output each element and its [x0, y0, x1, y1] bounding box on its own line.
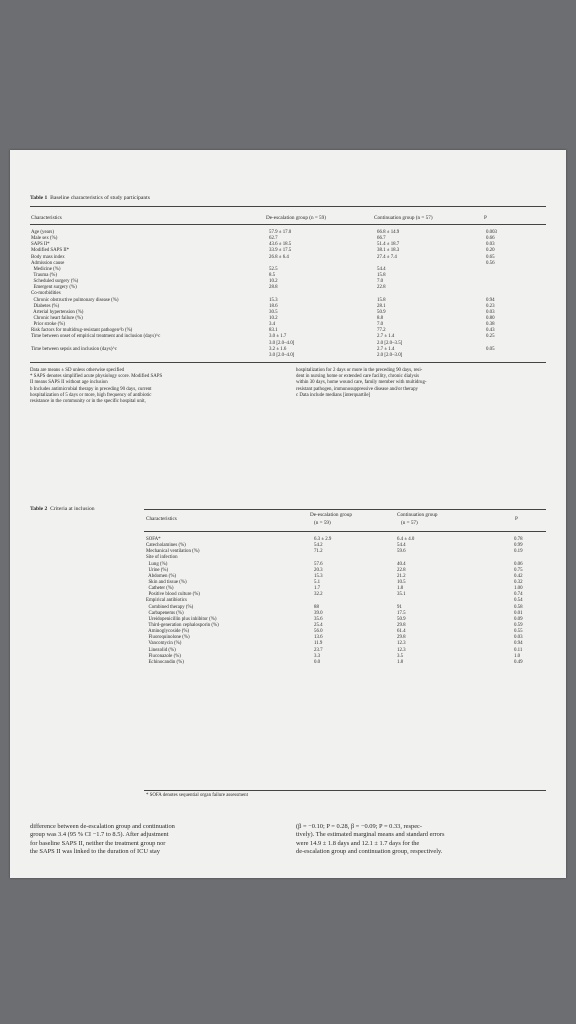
table2-cell: 0.06 — [514, 561, 523, 567]
table1-cell: 0.43 — [486, 328, 495, 334]
table1-cell: 2.0 [2.0–3.5] — [377, 340, 403, 346]
table1-cell: 18.6 — [269, 303, 278, 309]
table1-cell: 0.25 — [486, 334, 495, 340]
table1-body — [31, 230, 546, 359]
table2-cell: 3.5 — [397, 653, 404, 659]
table1-cell: 0.23 — [486, 303, 495, 309]
table1-header-p: P — [484, 215, 487, 221]
table2-cell: 29.8 — [397, 622, 406, 628]
table2-cell: 35.1 — [397, 592, 406, 598]
table2-cell: 0.11 — [514, 647, 523, 653]
table2-cell: 10.5 — [397, 579, 406, 585]
table2-cell: Vancomycin (%) — [146, 641, 182, 647]
table1-footnote-line: resistance in the community or in the specific hospital unit, — [30, 399, 146, 405]
table1-cell: Admission cause — [31, 260, 65, 266]
table1-cell: 83.1 — [269, 328, 278, 334]
table2-cell: 0.49 — [514, 659, 523, 665]
table1-cell: 15.3 — [269, 297, 278, 303]
table1-cell: 26.8 ± 6.4 — [269, 254, 289, 260]
table2-header-rule — [144, 531, 546, 532]
table2-cell: 0.74 — [514, 592, 523, 598]
body-text-line: de-escalation group and continuation group, respectively. — [296, 847, 443, 855]
table2-cell: 32.2 — [314, 592, 323, 598]
table2-cell: Abdomen (%) — [146, 573, 177, 579]
table1-cell: Arterial hypertension (%) — [31, 309, 84, 315]
table2-footnote: * SOFA denotes sequential organ failure assessment — [146, 793, 248, 798]
table2-cell: Third-generation cephalosporin (%) — [146, 622, 219, 628]
table2-header-continuation: Continuation group — [397, 512, 438, 518]
table2-cell: 11.9 — [314, 641, 323, 647]
table2-cell: 0.01 — [514, 610, 523, 616]
table2-cell: 0.03 — [514, 635, 523, 641]
table1-cell: 0.38 — [486, 322, 495, 328]
table1-cell: 7.0 — [377, 279, 384, 285]
table1-cell: 54.4 — [377, 266, 386, 272]
table2-header-p: P — [515, 516, 518, 522]
table1-footnote-right — [296, 368, 427, 399]
table2-cell: 1.7 — [314, 586, 321, 592]
table2-cell: 91 — [397, 604, 402, 610]
table1-cell: 51.4 ± 18.7 — [377, 242, 400, 248]
table2-cell: 15.3 — [314, 573, 323, 579]
table2-cell: Echinocandin (%) — [146, 659, 184, 665]
table1-cell: Prior stroke (%) — [31, 322, 65, 328]
table2-cell: 22.8 — [397, 567, 406, 573]
table2-cell: Aminoglycoside (%) — [146, 629, 190, 635]
table2-cell: Catheter (%) — [146, 586, 174, 592]
table2-cell: 39.0 — [314, 610, 323, 616]
body-text-line: for baseline SAPS II, neither the treatment group nor — [30, 839, 166, 847]
table2-cell: Skin and tissue (%) — [146, 579, 187, 585]
table2-top-rule — [144, 509, 546, 510]
table2-cell: 1.8 — [397, 659, 404, 665]
body-text-line: group was 3.4 (95 % CI −1.7 to 8.5). After adjustment — [30, 831, 169, 839]
table1-cell: 52.5 — [269, 266, 278, 272]
table1-footnote-line: resistant pathogen, immunosuppressive disease and/or therapy — [296, 386, 418, 392]
table2-cell: 71.2 — [314, 549, 323, 555]
table2-cell: 21.2 — [397, 573, 406, 579]
table2-cell: 0.42 — [514, 573, 523, 579]
table1-cell: Age (years) — [31, 230, 54, 235]
table1-header-characteristics: Characteristics — [31, 215, 62, 221]
table2-cell: 1.8 — [397, 586, 404, 592]
table1-cell: Scheduled surgery (%) — [31, 279, 79, 285]
table1-cell: 2.7 ± 1.4 — [377, 334, 395, 340]
table1-cell: 3.0 [2.0–4.0] — [269, 340, 295, 346]
table1-cell: 50.9 — [377, 309, 386, 315]
table2-cell: Lung (%) — [146, 561, 168, 567]
table1-header-deescalation: De-escalation group (n = 59) — [266, 215, 326, 221]
table2-cell: 25.4 — [314, 622, 323, 628]
table1-cell: 62.7 — [269, 236, 278, 242]
table2-cell: 20.3 — [314, 567, 323, 573]
table1-cell: 28.1 — [377, 303, 386, 309]
table1-cell: Chronic heart failure (%) — [31, 315, 83, 321]
table1-cell: 0.03 — [486, 309, 495, 315]
table2-title: Criteria at inclusion — [50, 506, 95, 512]
table1-cell: 3.4 — [269, 322, 276, 328]
table1-cell: 66.8 ± 14.9 — [377, 230, 400, 235]
table2-cell: 0.19 — [514, 549, 523, 555]
table1-footnote-line: Data are means ± SD unless otherwise specified — [30, 368, 125, 373]
table1-cell: 2.7 ± 1.4 — [377, 346, 395, 352]
table2-cell: 13.6 — [314, 635, 323, 641]
table1-footnote-line: c Data include medians [interquartile] — [296, 392, 371, 398]
table2-cell: 0.59 — [514, 622, 523, 628]
table2-cell: 1.00 — [514, 586, 523, 592]
table2-cell: 23.7 — [314, 647, 323, 653]
table2-cell: 12.3 — [397, 641, 406, 647]
table2-body — [146, 537, 546, 666]
table1-cell: 57.9 ± 17.0 — [269, 230, 292, 235]
table1-cell: 22.8 — [377, 285, 386, 291]
table2-cell: Mechanical ventilation (%) — [146, 549, 200, 555]
table2-cell: 56.0 — [314, 629, 323, 635]
table1-cell: 30.5 — [269, 309, 278, 315]
table2-cell: Ureidopenicillin plus inhibitor (%) — [146, 616, 217, 622]
body-text-line: the SAPS II was linked to the duration of ICU stay — [30, 847, 160, 855]
table1-cell: 0.56 — [486, 260, 495, 266]
table2-cell: 6.3 ± 2.9 — [314, 537, 332, 542]
table2-cell: 5.1 — [314, 579, 321, 585]
table2-cell: Carbapenems (%) — [146, 610, 184, 616]
table1-cell: 28.8 — [269, 285, 278, 291]
table2-cell: Positive blood culture (%) — [146, 592, 200, 598]
table2-cell: Site of infection — [146, 555, 178, 561]
table1-cell: 77.2 — [377, 328, 386, 334]
table1-footnote-line: b Includes antimicrobial therapy in preceding 90 days, current — [30, 386, 152, 392]
table2-cell: 0.78 — [514, 537, 523, 542]
table2-cell: 54.2 — [314, 543, 323, 549]
table2-cell: 6.4 ± 4.0 — [397, 537, 415, 542]
table2-cell: 0.54 — [514, 598, 523, 604]
table2-row — [146, 660, 546, 666]
table2-cell: 0.09 — [514, 616, 523, 622]
table2-cell: 50.9 — [397, 616, 406, 622]
table2-cell: 0.75 — [514, 567, 523, 573]
table1-cell: 66.7 — [377, 236, 386, 242]
body-text-left-column — [30, 823, 175, 856]
table1-cell: Time between sepsis and inclusion (days)^c — [31, 346, 117, 352]
table2-header-continuation-n: (n = 57) — [401, 520, 418, 526]
table2-cell: 57.6 — [314, 561, 323, 567]
table2-cell: 54.4 — [397, 543, 406, 549]
table1-footnote-line: hospitalization of 5 days or more, high frequency of antibiotic — [30, 392, 152, 398]
table1-cell: Co-morbidities — [31, 291, 61, 297]
table1-footnote-line: * SAPS denotes simplified acute physiology score. Modified SAPS — [30, 374, 163, 380]
table1-cell: 0.03 — [486, 242, 495, 248]
table1-label: Table 1 — [30, 195, 48, 201]
table2-label: Table 2 — [30, 506, 48, 512]
table1-cell: 10.2 — [269, 279, 278, 285]
table1-cell: Trauma (%) — [31, 272, 57, 278]
table2-cell: 61.4 — [397, 629, 406, 635]
table2-cell: 0.55 — [514, 629, 523, 635]
table2-cell: 0.32 — [514, 579, 523, 585]
table1-cell: 3.0 [2.0–4.0] — [269, 352, 295, 358]
table2-cell: 0.99 — [514, 543, 523, 549]
table1-cell: 15.8 — [377, 297, 386, 303]
table1-footnote-line: within 30 days, home wound care, family member with multidrug- — [296, 380, 427, 386]
table2-header-characteristics: Characteristics — [146, 516, 177, 522]
table2-cell: 12.3 — [397, 647, 406, 653]
table2-cell: 88 — [314, 604, 319, 610]
table1-cell: 7.0 — [377, 322, 384, 328]
table2-cell: 1.0 — [514, 653, 521, 659]
table2-cell: Fluoroquinolone (%) — [146, 635, 190, 641]
table1-footnote-line: dent in nursing home or extended care facility, chronic dialysis — [296, 374, 419, 380]
table2-cell: Urine (%) — [146, 567, 169, 573]
table2-cell: 40.4 — [397, 561, 406, 567]
table1-cell: 0.05 — [486, 346, 495, 352]
table1-top-rule — [30, 206, 546, 207]
table2-header-deescalation-n: (n = 59) — [314, 520, 331, 526]
table1-cell: 3.2 ± 1.6 — [269, 346, 287, 352]
table1-cell: Modified SAPS II* — [31, 248, 70, 254]
table2-cell: Combined therapy (%) — [146, 604, 194, 610]
body-text-right-column — [296, 823, 444, 856]
table2-cell: 0.0 — [314, 659, 321, 665]
table1-cell: 0.20 — [486, 248, 495, 254]
table1-title: Baseline characteristics of study participants — [50, 195, 150, 201]
table1-cell: Male sex (%) — [31, 236, 58, 242]
table1-cell: 0.66 — [486, 236, 495, 242]
table1-cell: Body mass index — [31, 254, 65, 260]
table2-bottom-rule — [144, 790, 546, 791]
table2-cell: 59.6 — [397, 549, 406, 555]
table2-cell: 35.6 — [314, 616, 323, 622]
table1-cell: 10.2 — [269, 315, 278, 321]
table2-header-deescalation: De-escalation group — [310, 512, 352, 518]
table1-cell: 2.0 [2.0–3.0] — [377, 352, 403, 358]
table2-cell: 0.58 — [514, 604, 523, 610]
table1-cell: 0.65 — [486, 254, 495, 260]
table1-cell: SAPS II* — [31, 242, 50, 248]
table1-footnote-line: hospitalization for 2 days or more in the preceding 90 days, resi- — [296, 368, 423, 373]
table2-cell: Catecholamines (%) — [146, 543, 186, 549]
table1-header-rule — [30, 224, 546, 225]
table2-cell: 17.5 — [397, 610, 406, 616]
table1-cell: Chronic obstructive pulmonary disease (%) — [31, 297, 119, 303]
table1-cell: 0.003 — [486, 230, 498, 235]
table2-cell: SOFA* — [146, 537, 161, 542]
table1-cell: 0.94 — [486, 297, 495, 303]
table1-footnote-left — [30, 368, 162, 405]
table1-cell: 38.1 ± 18.3 — [377, 248, 400, 254]
table1-header-continuation: Continuation group (n = 57) — [374, 215, 433, 221]
table1-cell: Time between onset of empirical treatment and inclusion (days)^c — [31, 334, 161, 340]
table1-cell: 33.9 ± 17.5 — [269, 248, 292, 254]
table2-caption — [30, 506, 95, 512]
table1-cell: 0.80 — [486, 315, 495, 321]
table1-cell: 43.6 ± 18.5 — [269, 242, 292, 248]
body-text-line: (β = −0.10; P = 0.28, β = −0.09; P = 0.33, respec- — [296, 823, 422, 830]
paper-page — [10, 150, 566, 878]
table1-footnote-line: II means SAPS II without age inclusion — [30, 380, 108, 386]
body-text-line: tively). The estimated marginal means and standard errors — [296, 831, 445, 839]
table1-cell: 3.0 ± 1.7 — [269, 334, 287, 340]
body-text-line: were 14.9 ± 1.8 days and 12.1 ± 1.7 days for the — [296, 839, 420, 847]
table2-cell: Empirical antibiotics — [146, 598, 187, 604]
table1-row — [31, 353, 546, 359]
table1-cell: Emergent surgery (%) — [31, 285, 77, 291]
table1-cell: 15.8 — [377, 272, 386, 278]
table1-cell: Medicine (%) — [31, 266, 61, 272]
table1-caption — [30, 195, 150, 201]
table1-bottom-rule — [30, 362, 546, 363]
table1-cell: 8.8 — [377, 315, 384, 321]
table2-cell: Fluconazole (%) — [146, 653, 181, 659]
table2-cell: Linezolid (%) — [146, 647, 176, 653]
table2-cell: 0.94 — [514, 641, 523, 647]
table2-cell: 29.8 — [397, 635, 406, 641]
table1-cell: 8.5 — [269, 272, 276, 278]
table2-cell: 3.3 — [314, 653, 321, 659]
table1-cell: Diabetes (%) — [31, 303, 60, 309]
table1-cell: Risk factors for multidrug-resistant pathogen^b (%) — [31, 328, 133, 334]
body-text-line: difference between de-escalation group and continuation — [30, 823, 175, 830]
table1-cell: 27.4 ± 7.4 — [377, 254, 397, 260]
